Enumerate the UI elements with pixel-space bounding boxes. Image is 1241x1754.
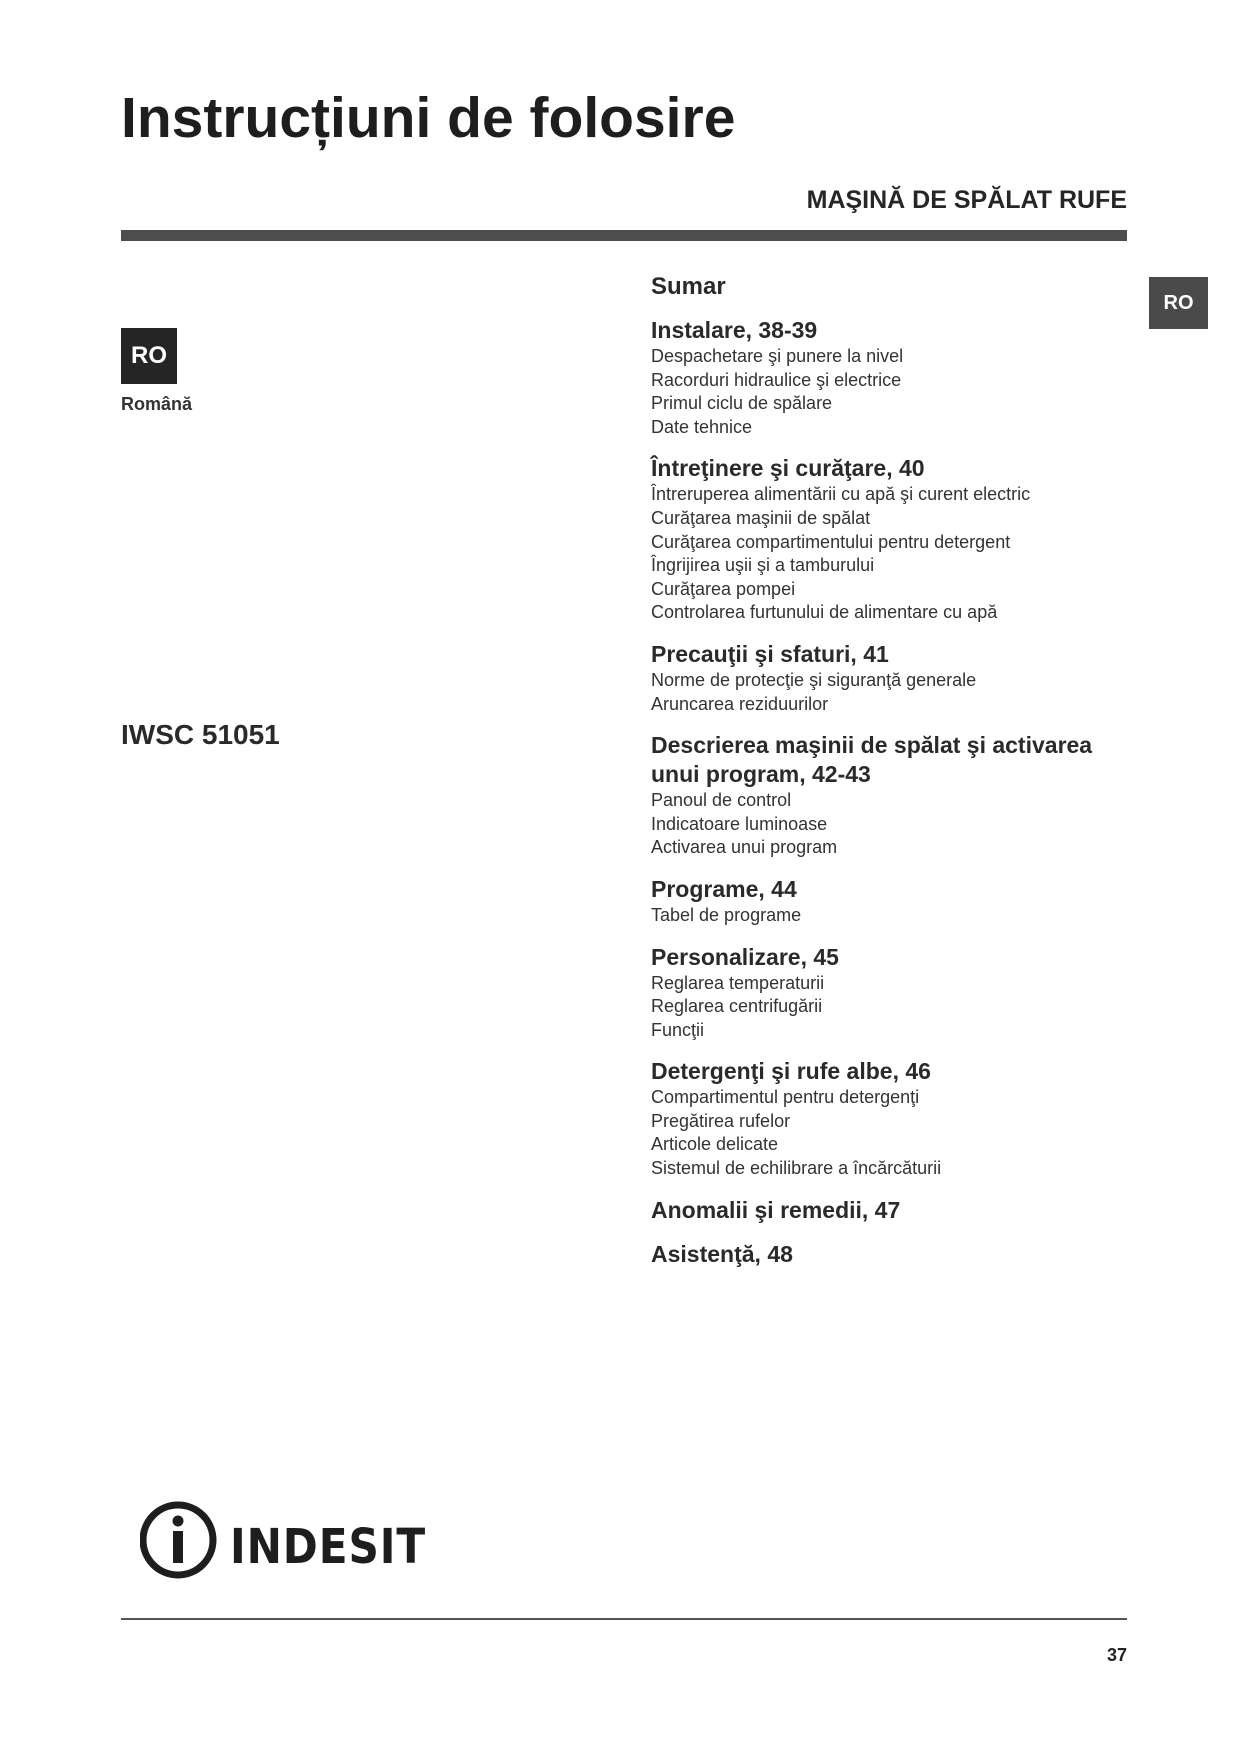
toc-section-items [651,789,1131,860]
footer-divider [121,1618,1127,1620]
toc-section-title: Programe, 44 [651,875,797,902]
page-title: Instrucțiuni de folosire [121,86,736,150]
toc-section [651,1196,1131,1225]
toc-item: Reglarea centrifugării [651,996,823,1017]
toc-section [651,1240,1131,1269]
toc-section-items [651,669,1131,716]
toc-section-items [651,1086,1131,1180]
language-badge: RO [121,328,177,384]
toc-section [651,875,1131,928]
toc-item: Tabel de programe [651,904,802,925]
indesit-logo-icon [143,1505,213,1575]
toc-item: Activarea unui program [651,837,838,858]
indesit-logo-text: INDESIT [230,1519,426,1575]
toc-section-title: Anomalii şi remedii, 47 [651,1196,901,1223]
page-number: 37 [1106,1645,1127,1665]
toc-section-title: Descrierea maşinii de spălat şi activarea unui program, 42-43 [651,732,1093,788]
model-number: IWSC 51051 [121,719,280,750]
product-type-subtitle: MAŞINĂ DE SPĂLAT RUFE [806,186,1127,214]
toc-section-title: Personalizare, 45 [651,943,839,970]
toc-item: Funcţii [651,1019,705,1040]
toc-section-title: Detergenţi şi rufe albe, 46 [651,1058,931,1085]
toc-item: Controlarea furtunului de alimentare cu apă [651,602,998,623]
toc-item: Racorduri hidraulice şi electrice [651,369,902,390]
toc-item: Articole delicate [651,1134,779,1155]
toc-item: Primul ciclu de spălare [651,393,833,414]
toc-section-title: Instalare, 38-39 [651,317,818,343]
toc-section [651,316,1131,439]
table-of-contents [651,268,1131,1284]
toc-item: Panoul de control [651,790,792,811]
toc-item: Despachetare şi punere la nivel [651,346,904,366]
toc-section-items [651,972,1131,1043]
toc-section-title: Precauţii şi sfaturi, 41 [651,640,889,667]
toc-item: Reglarea temperaturii [651,972,825,993]
toc-item: Curăţarea compartimentului pentru detergent [651,531,1011,552]
toc-section-items [651,345,1131,439]
toc-section-items [651,483,1131,625]
toc-section-title: Întreţinere şi curăţare, 40 [651,455,925,482]
toc-section-items [651,904,1131,928]
toc-sections [651,316,1131,1269]
toc-section [651,943,1131,1043]
toc-item: Indicatoare luminoase [651,813,828,834]
toc-item: Aruncarea reziduurilor [651,693,829,714]
indesit-logo [140,1500,440,1580]
toc-item: Compartimentul pentru detergenţi [651,1087,920,1108]
toc-item: Norme de protecţie şi siguranţă generale [651,669,977,690]
toc-section [651,1057,1131,1180]
language-side-tab: RO [1149,277,1208,329]
toc-section [651,454,1131,625]
toc-section-title: Asistenţă, 48 [651,1240,793,1267]
toc-item: Pregătirea rufelor [651,1110,791,1131]
toc-item: Îngrijirea uşii şi a tamburului [651,555,875,576]
toc-item: Curăţarea pompei [651,578,796,599]
toc-section [651,731,1131,860]
header-divider [121,230,1127,241]
toc-section [651,640,1131,716]
toc-item: Întreruperea alimentării cu apă şi curent electric [651,484,1031,505]
toc-item: Sistemul de echilibrare a încărcăturii [651,1158,942,1179]
language-name: Română [121,394,193,414]
toc-item: Curăţarea maşinii de spălat [651,507,871,528]
toc-heading: Sumar [651,273,726,300]
toc-item: Date tehnice [651,416,753,437]
